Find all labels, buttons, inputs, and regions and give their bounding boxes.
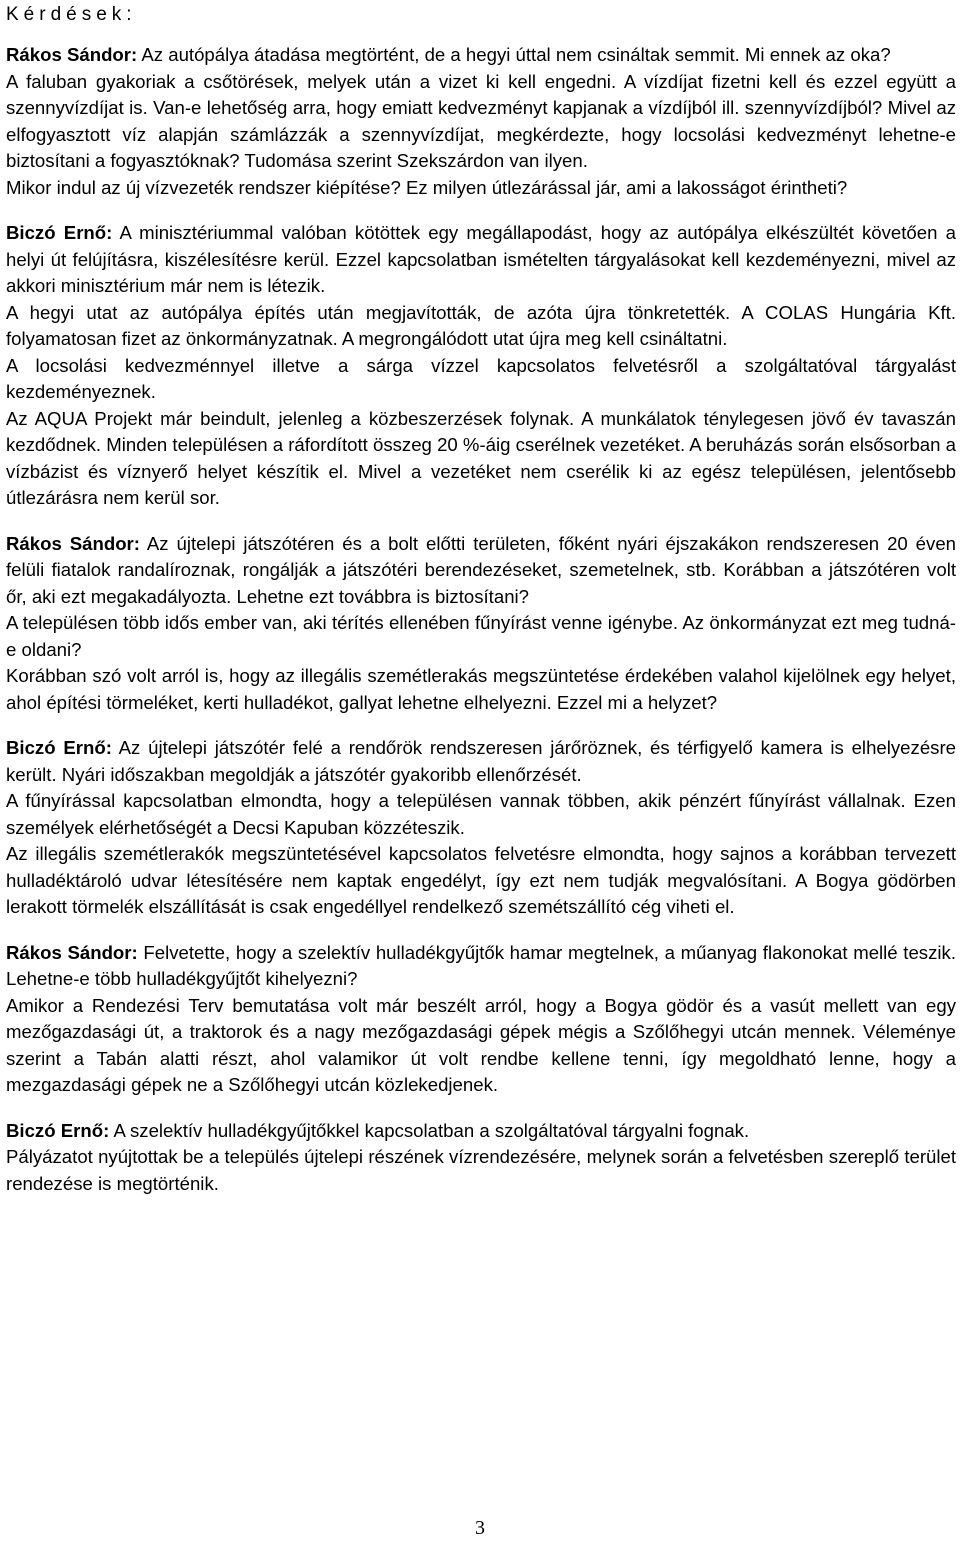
statement-text: Az autópálya átadása megtörtént, de a hegyi úttal nem csináltak semmit. Mi ennek az oka?: [137, 44, 891, 65]
paragraph: Mikor indul az új vízvezeték rendszer kiépítése? Ez milyen útlezárással jár, ami a lakosságot érintheti?: [6, 176, 848, 198]
page-number: 3: [475, 1517, 485, 1539]
paragraph: Pályázatot nyújtottak be a település újtelepi részének vízrendezésére, melynek során a felvetésben szereplő terület rendezése is megtörténik.: [6, 1146, 956, 1194]
paragraph: [6, 940, 956, 993]
paragraph: A településen több idős ember van, aki térítés ellenében fűnyírást venne igénybe. Az önkormányzat ezt meg tudná-e oldani?: [6, 612, 956, 660]
paragraph: A fűnyírással kapcsolatban elmondta, hogy a településen vannak többen, akik pénzért fűnyírást vállalnak. Ezen személyek elérhetőségét a Decsi Kapuban közzéteszik.: [6, 790, 956, 838]
document-page: [6, 2, 956, 1216]
statement-text: A minisztériummal valóban kötöttek egy megállapodást, hogy az autópálya elkészültét követően a helyi út felújításra, kiszélesítésre kerül. Ezzel kapcsolatban ismételten tárgyalásokat kell kezdeményezni, mivel az akkori minisztérium már nem is létezik.: [6, 222, 956, 296]
question-block-2: [6, 531, 956, 717]
speaker-name: Rákos Sándor:: [6, 941, 138, 963]
statement-text: Az újtelepi játszótéren és a bolt előtti területen, főként nyári éjszakákon rendszeresen 20 éven felüli fiatalok randalíroznak, rongálják a játszótéri berendezéseket, szemetelnek, stb. Korábban a játszótéren volt őr, aki ezt megakadályozta. Lehetne ezt továbbra is biztosítani?: [6, 532, 957, 607]
paragraph: A faluban gyakoriak a csőtörések, melyek után a vizet ki kell engedni. A vízdíjat fizetni kell és ezzel együtt a szennyvízdíjat is. Van-e lehetőség arra, hogy emiatt kedvezményt kapjanak a vízdíjból ill. szennyvízdíjból? Mivel az elfogyasztott víz alapján számlázzák a szennyvízdíjat, megkérdezte, hogy locsolási kedvezményt lehetne-e biztosítani a fogyasztóknak? Tudomása szerint Szekszárdon van ilyen.: [6, 70, 956, 171]
paragraph: Az illegális szemétlerakók megszüntetésével kapcsolatos felvetésre elmondta, hogy sajnos a korábban tervezett hulladéktároló udvar létesítésére nem kaptak engedélyt, így ezt nem tudják megvalósítani. A Bogya gödörben lerakott törmelék elszállítását is csak engedéllyel rendelkező szemétszállító cég viheti el.: [6, 843, 956, 917]
question-block-3: [6, 940, 956, 1099]
answer-block-2: [6, 735, 956, 921]
speaker-name: Biczó Ernő:: [6, 222, 113, 243]
speaker-name: Biczó Ernő:: [6, 737, 112, 758]
paragraph: [6, 42, 956, 69]
paragraph: Az AQUA Projekt már beindult, jelenleg a közbeszerzések folynak. A munkálatok ténylegesen jövő év tavaszán kezdődnek. Minden településen a ráfordított összeg 20 %-áig cserélnek vezetéket. A beruházás során elsősorban a vízbázist és víznyerő helyet készítik el. Mivel a vezetéket nem cserélik ki az egész településen, jelentősebb útlezárásra nem kerül sor.: [6, 407, 956, 508]
paragraph: Amikor a Rendezési Terv bemutatása volt már beszélt arról, hogy a Bogya gödör és a vasút mellett van egy mezőgazdasági út, a traktorok és a nagy mezőgazdasági gépek mégis a Szőlőhegyi utcán mennek. Véleménye szerint a Tabán alatti részt, ahol valamikor út volt rendbe kellene tenni, így megoldható lenne, hogy a mezgazdasági gépek ne a Szőlőhegyi utcán közlekedjenek.: [6, 994, 956, 1095]
paragraph: [6, 531, 956, 611]
question-block-1: [6, 42, 956, 201]
statement-text: A szelektív hulladékgyűjtőkkel kapcsolatban a szolgáltatóval tárgyalni fognak.: [109, 1119, 750, 1141]
paragraph: [6, 1118, 956, 1145]
statement-text: Felvetette, hogy a szelektív hulladékgyűjtők hamar megtelnek, a műanyag flakonokat mellé teszik. Lehetne-e több hulladékgyűjtőt kihelyezni?: [6, 941, 956, 989]
section-heading: Kérdések:: [6, 4, 137, 25]
paragraph: Korábban szó volt arról is, hogy az illegális szemétlerakás megszüntetése érdekében valahol kijelölnek egy helyet, ahol építési törmeléket, kerti hulladékot, gallyat lehetne elhelyezni. Ezzel mi a helyzet?: [6, 665, 956, 713]
paragraph: A locsolási kedvezménnyel illetve a sárga vízzel kapcsolatos felvetésről a szolgáltatóval tárgyalást kezdeményeznek.: [6, 354, 956, 402]
paragraph: A hegyi utat az autópálya építés után megjavították, de azóta újra tönkretették. A COLAS Hungária Kft. folyamatosan fizet az önkormányzatnak. A megrongálódott utat újra meg kell csináltatni.: [6, 301, 956, 349]
statement-text: Az újtelepi játszótér felé a rendőrök rendszeresen járőröznek, és térfigyelő kamera is elhelyezésre került. Nyári időszakban megoldják a játszótér gyakoribb ellenőrzését.: [6, 737, 956, 785]
paragraph: [6, 735, 956, 788]
answer-block-1: [6, 220, 956, 512]
speaker-name: Rákos Sándor:: [6, 532, 140, 554]
paragraph: [6, 220, 956, 300]
speaker-name: Biczó Ernő:: [6, 1119, 110, 1141]
answer-block-3: [6, 1118, 956, 1198]
speaker-name: Rákos Sándor:: [6, 44, 138, 65]
